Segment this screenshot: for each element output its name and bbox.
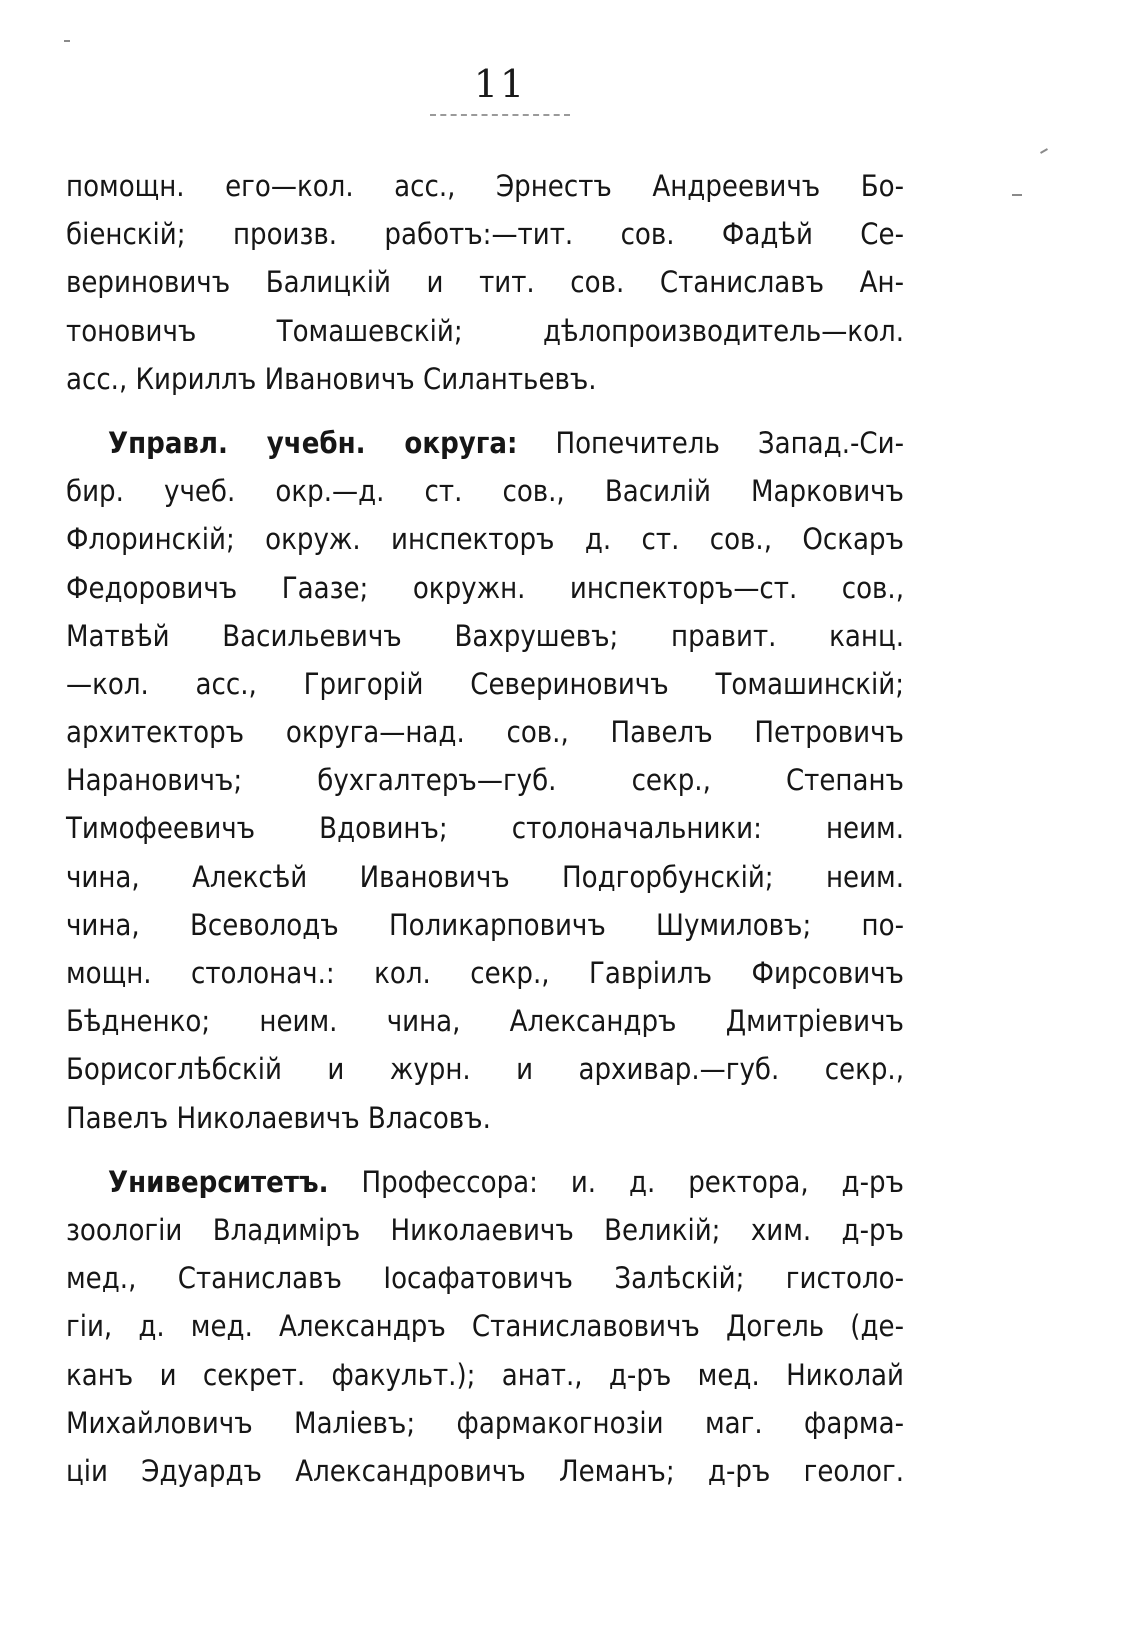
text-line: помощн. его—кол. асс., Эрнестъ Андреевичъ Бо- bbox=[66, 169, 904, 203]
text-line: Михайловичъ Маліевъ; фармакогнозіи маг. фарма- bbox=[66, 1405, 904, 1440]
scan-speck bbox=[1012, 194, 1022, 196]
paragraph-gap bbox=[66, 1142, 904, 1158]
text-line-first bbox=[66, 419, 904, 467]
scan-speck bbox=[1040, 148, 1048, 154]
text-line: Нарановичъ; бухгалтеръ—губ. секр., Степанъ bbox=[66, 763, 904, 798]
text-line: мощн. столонач.: кол. секр., Гавріилъ Фирсовичъ bbox=[66, 956, 904, 990]
paragraph-heading: Университетъ. bbox=[108, 1164, 329, 1199]
text-line: Бѣдненко; неим. чина, Александръ Дмитріевичъ bbox=[66, 1004, 904, 1039]
paragraph-heading: Управл. учебн. округа: bbox=[108, 425, 518, 460]
text-line: Тимофеевичъ Вдовинъ; столоначальники: неим. bbox=[66, 811, 904, 846]
page-number: 11 bbox=[473, 62, 527, 106]
text-run: Профессора: и. д. ректора, д-ръ bbox=[328, 1164, 904, 1199]
text-line: архитекторъ округа—над. сов., Павелъ Петровичъ bbox=[66, 715, 904, 750]
body-text bbox=[66, 162, 904, 1495]
paragraph-1 bbox=[66, 162, 904, 403]
page-number-underline bbox=[430, 114, 570, 116]
text-line: Матвѣй Васильевичъ Вахрушевъ; правит. канц. bbox=[66, 618, 904, 653]
text-line: зоологіи Владиміръ Николаевичъ Великій; хим. д-ръ bbox=[66, 1212, 904, 1247]
paragraph-gap bbox=[66, 403, 904, 419]
text-line: Федоровичъ Гаазе; окружн. инспекторъ—ст. сов., bbox=[66, 570, 904, 605]
text-line: мед., Станиславъ Іосафатовичъ Залѣскій; гистоло- bbox=[66, 1261, 904, 1296]
text-run: Попечитель Запад.-Си- bbox=[517, 425, 904, 460]
text-line: бир. учеб. окр.—д. ст. сов., Василій Марковичъ bbox=[66, 474, 904, 509]
text-line-first bbox=[66, 1158, 904, 1206]
paragraph-3 bbox=[66, 1158, 904, 1495]
text-line: асс., Кириллъ Ивановичъ Силантьевъ. bbox=[66, 361, 597, 396]
text-line: біенскій; произв. работъ:—тит. сов. Фадѣй Се- bbox=[66, 217, 904, 252]
text-line: гіи, д. мед. Александръ Станиславовичъ Догель (де- bbox=[66, 1309, 904, 1344]
text-line: Борисоглѣбскій и журн. и архивар.—губ. секр., bbox=[66, 1052, 904, 1087]
text-line: вериновичъ Балицкій и тит. сов. Станиславъ Ан- bbox=[66, 265, 904, 300]
text-line: чина, Всеволодъ Поликарповичъ Шумиловъ; по- bbox=[66, 907, 904, 942]
scan-speck bbox=[64, 40, 70, 42]
paragraph-2 bbox=[66, 419, 904, 1142]
text-line: канъ и секрет. факульт.); анат., д-ръ мед. Николай bbox=[66, 1357, 904, 1392]
text-line: ціи Эдуардъ Александровичъ Леманъ; д-ръ геолог. bbox=[66, 1453, 904, 1488]
text-line: Павелъ Николаевичъ Власовъ. bbox=[66, 1100, 491, 1135]
text-line: тоновичъ Томашевскій; дѣлопроизводитель—кол. bbox=[66, 313, 904, 348]
text-line: чина, Алексѣй Ивановичъ Подгорбунскій; неим. bbox=[66, 859, 904, 894]
text-line: —кол. асс., Григорій Севериновичъ Томашинскій; bbox=[66, 666, 904, 701]
text-line: Флоринскій; окруж. инспекторъ д. ст. сов., Оскаръ bbox=[66, 522, 904, 557]
